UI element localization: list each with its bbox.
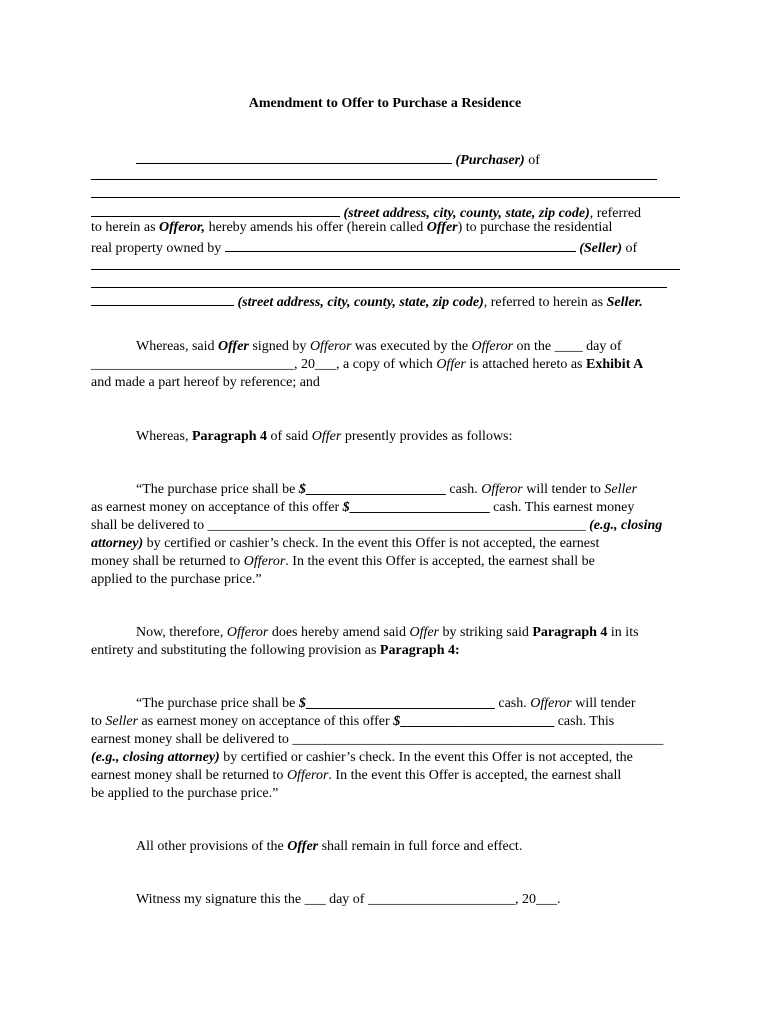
- document-title: Amendment to Offer to Purchase a Residence: [248, 96, 522, 111]
- purchaser-label: (Purchaser): [455, 153, 525, 168]
- seller-address-blank-2[interactable]: [91, 273, 667, 288]
- quote-1-line-4: attorney) by certified or cashier’s check. In the event this Offer is not accepted, the earnest: [91, 536, 600, 551]
- offeror-definition-line: to herein as Offeror, hereby amends his offer (herein called Offer) to purchase the residential: [91, 220, 613, 235]
- quote-2-line-6: be applied to the purchase price.”: [91, 786, 279, 801]
- purchaser-name-blank[interactable]: [136, 149, 452, 164]
- seller-address-line-3: (street address, city, county, state, zip code), referred to herein as Seller.: [91, 291, 643, 311]
- whereas-1-line-1: Whereas, said Offer signed by Offeror was executed by the Offeror on the ____ day of: [136, 339, 622, 354]
- seller-line: real property owned by (Seller) of: [91, 237, 637, 257]
- now-therefore-line-1: Now, therefore, Offeror does hereby amend said Offer by striking said Paragraph 4 in its: [136, 625, 639, 640]
- quote-2-line-1: “The purchase price shall be $___________________________ cash. Offeror will tender: [136, 696, 636, 711]
- purchaser-address-blank-3[interactable]: [91, 202, 340, 217]
- whereas-2-line: Whereas, Paragraph 4 of said Offer presently provides as follows:: [136, 429, 513, 444]
- seller-address-label: (street address, city, county, state, zip code): [237, 295, 484, 310]
- now-therefore-line-2: entirety and substituting the following provision as Paragraph 4:: [91, 643, 460, 658]
- purchaser-address-label: (street address, city, county, state, zip code): [343, 206, 590, 221]
- purchaser-address-blank-1[interactable]: [91, 165, 657, 180]
- quote-2-line-4: (e.g., closing attorney) by certified or cashier’s check. In the event this Offer is not accepted, the: [91, 750, 633, 765]
- other-provisions-line: All other provisions of the Offer shall remain in full force and effect.: [136, 839, 523, 854]
- quote-2-line-5: earnest money shall be returned to Offeror. In the event this Offer is accepted, the earnest shall: [91, 768, 622, 783]
- purchaser-line: (Purchaser) of: [136, 149, 540, 169]
- quote-1-line-6: applied to the purchase price.”: [91, 572, 262, 587]
- exhibit-label: Exhibit A: [586, 357, 644, 372]
- purchaser-address-line-1: [91, 165, 657, 185]
- purchaser-address-line-3: (street address, city, county, state, zip code), referred: [91, 202, 641, 222]
- witness-line: Witness my signature this the ___ day of _____________________, 20___.: [136, 892, 561, 907]
- quote-2-line-3: earnest money shall be delivered to _____________________________________________________: [91, 732, 664, 747]
- seller-address-blank-3[interactable]: [91, 291, 234, 306]
- quote-1-line-3: shall be delivered to ______________________________________________________ (e.g., closing: [91, 518, 663, 533]
- purchaser-address-blank-2[interactable]: [91, 183, 680, 198]
- quote-2-line-2: to Seller as earnest money on acceptance of this offer $______________________ cash. This: [91, 714, 615, 729]
- quote-1-line-2: as earnest money on acceptance of this offer $____________________ cash. This earnest money: [91, 500, 635, 515]
- seller-address-blank-1[interactable]: [91, 255, 680, 270]
- seller-address-line-1: [91, 255, 680, 275]
- quote-1-line-1: “The purchase price shall be $____________________ cash. Offeror will tender to Seller: [136, 482, 638, 497]
- whereas-1-line-3: and made a part hereof by reference; and: [91, 375, 320, 390]
- seller-label: (Seller): [579, 241, 622, 256]
- whereas-1-line-2: _____________________________, 20___, a copy of which Offer is attached hereto as Exhibit A: [91, 357, 644, 372]
- quote-1-line-5: money shall be returned to Offeror. In the event this Offer is accepted, the earnest shall be: [91, 554, 595, 569]
- seller-address-line-2: [91, 273, 667, 293]
- purchaser-address-line-2: [91, 183, 680, 203]
- seller-name-blank[interactable]: [225, 237, 576, 252]
